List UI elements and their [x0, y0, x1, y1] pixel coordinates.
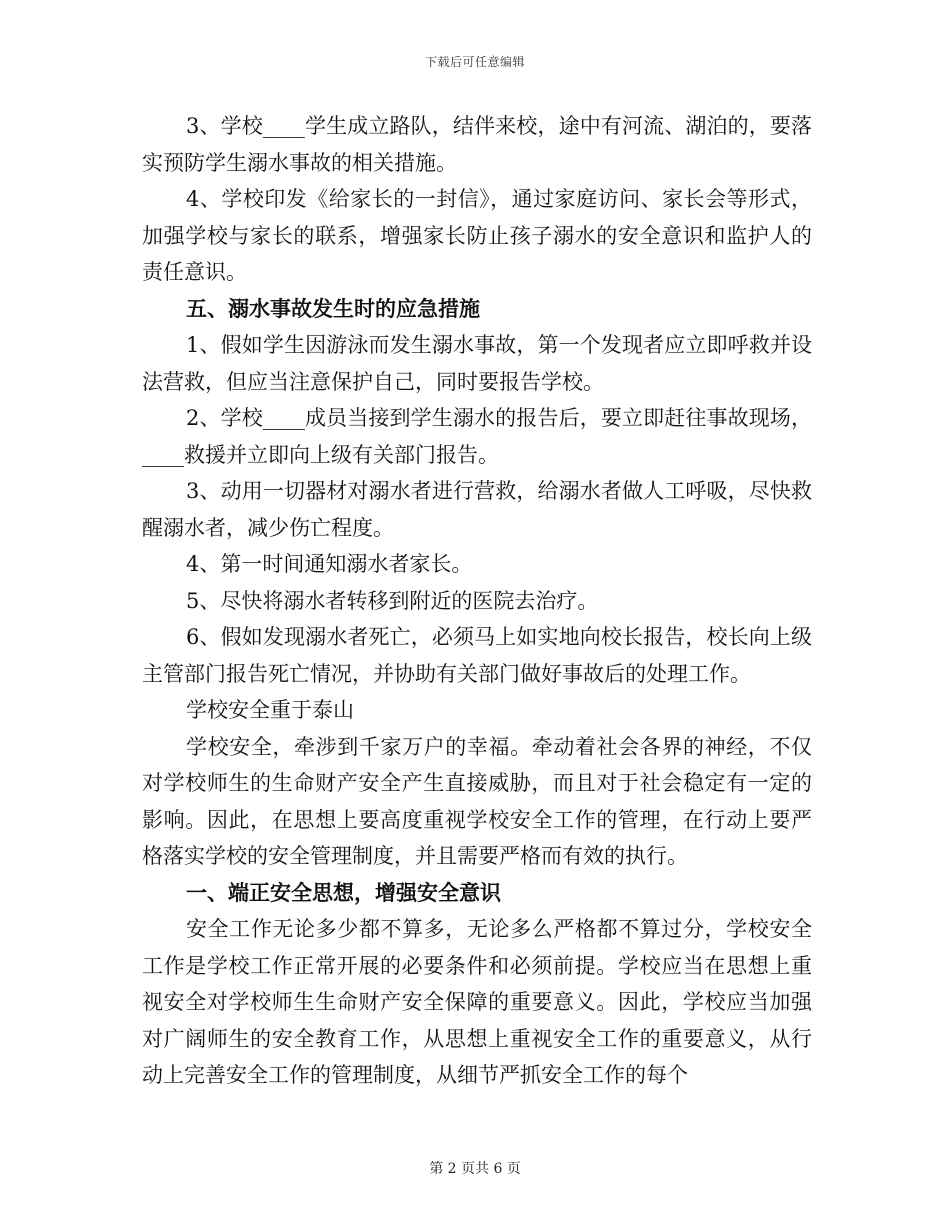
paragraph: 3、学校____学生成立路队，结伴来校，途中有河流、湖泊的，要落实预防学生溺水事故的相关措施。: [142, 114, 812, 175]
section-heading: 一、端正安全思想，增强安全意识: [186, 879, 501, 905]
paragraph: 1、假如学生因游泳而发生溺水事故，第一个发现者应立即呼救并设法营救，但应当注意保护自己，同时要报告学校。: [142, 333, 812, 394]
document-body: [142, 108, 812, 1094]
paragraph: 3、动用一切器材对溺水者进行营救，给溺水者做人工呼吸，尽快救醒溺水者，减少伤亡程度。: [142, 479, 812, 540]
paragraph: 6、假如发现溺水者死亡，必须马上如实地向校长报告，校长向上级主管部门报告死亡情况，并协助有关部门做好事故后的处理工作。: [142, 625, 812, 686]
paragraph: 4、学校印发《给家长的一封信》，通过家庭访问、家长会等形式，加强学校与家长的联系，增强家长防止孩子溺水的安全意识和监护人的责任意识。: [142, 187, 812, 284]
paragraph: 4、第一时间通知溺水者家长。: [186, 552, 473, 576]
page-header: 下载后可任意编辑: [424, 55, 525, 69]
paragraph: 安全工作无论多少都不算多，无论多么严格都不算过分，学校安全工作是学校工作正常开展的必要条件和必须前提。学校应当在思想上重视安全对学校师生生命财产安全保障的重要意义。因此，学校应当加强对广阔师生的安全教育工作，从思想上重视安全工作的重要意义，从行动上完善安全工作的管理制度，从细节严抓安全工作的每个: [142, 917, 812, 1087]
paragraph: 学校安全，牵涉到千家万户的幸福。牵动着社会各界的神经，不仅对学校师生的生命财产安全产生直接威胁，而且对于社会稳定有一定的影响。因此，在思想上要高度重视学校安全工作的管理，在行动上要严格落实学校的安全管理制度，并且需要严格而有效的执行。: [142, 734, 812, 868]
paragraph: 5、尽快将溺水者转移到附近的医院去治疗。: [186, 588, 599, 613]
section-heading: 五、溺水事故发生时的应急措施: [186, 295, 480, 321]
page-footer: 第 2 页共 6 页: [429, 1161, 521, 1177]
article-title: 学校安全重于泰山: [186, 698, 354, 722]
paragraph: 2、学校____成员当接到学生溺水的报告后，要立即赶往事故现场，____救援并立即向上级有关部门报告。: [142, 406, 812, 467]
